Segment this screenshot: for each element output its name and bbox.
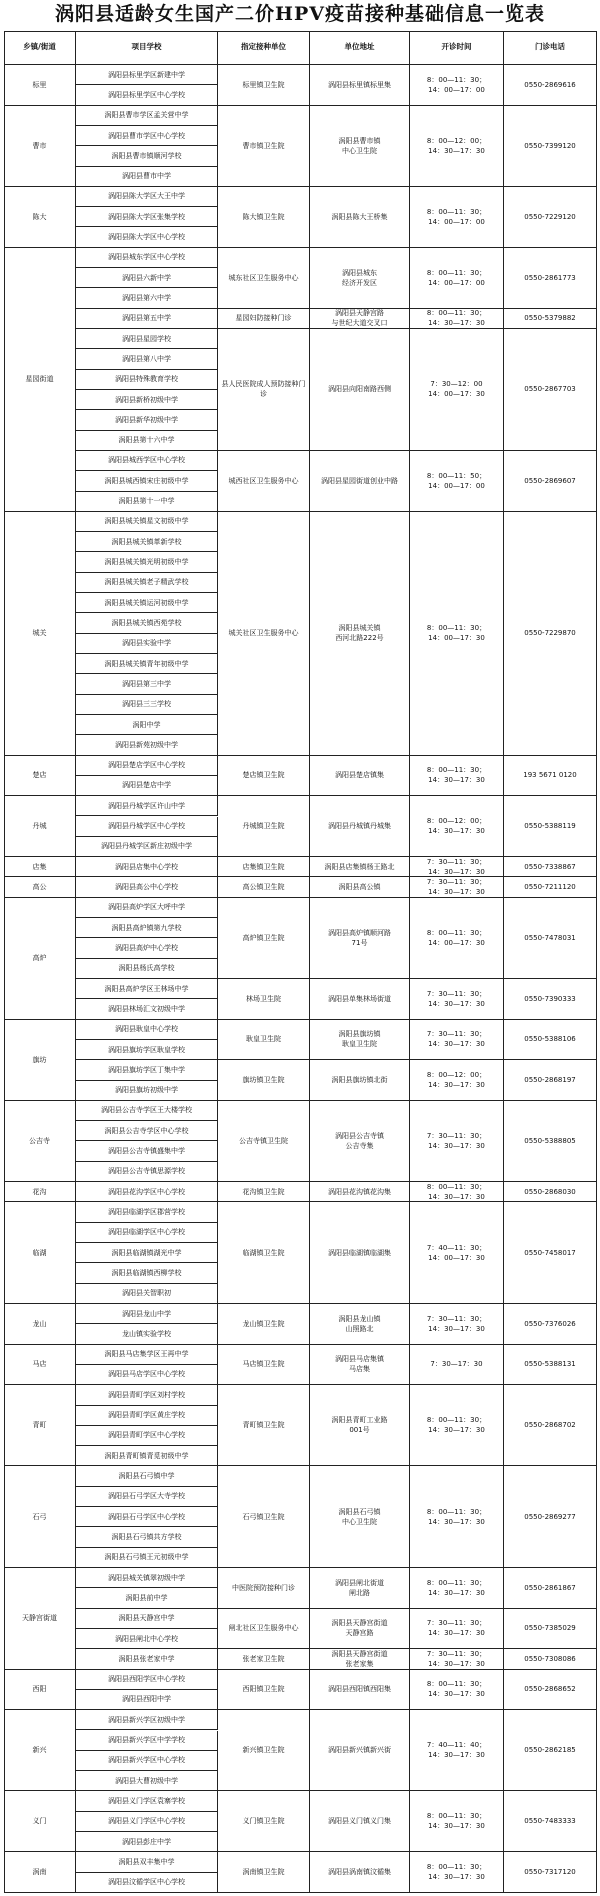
school-cell: 涡阳县石弓镇共方学校	[76, 1527, 218, 1547]
school-cell: 涡阳县城关镇西苑学校	[76, 613, 218, 633]
school-cell: 涡阳县关智职初	[76, 1284, 218, 1304]
unit-cell: 耿皇卫生院	[218, 1020, 310, 1061]
unit-cell: 标里镇卫生院	[218, 65, 310, 106]
unit-cell: 店集镇卫生院	[218, 857, 310, 877]
school-cell: 涡阳县新苑初级中学	[76, 735, 218, 755]
hours-cell: 8：00—11：30； 14：00—17：00	[410, 187, 504, 248]
unit-cell: 涡南镇卫生院	[218, 1852, 310, 1893]
address-cell: 涡阳县高炉镇顺河路 71号	[310, 898, 410, 979]
school-cell: 涡阳县青町镇青觅初级中学	[76, 1446, 218, 1466]
address-cell: 涡阳县西阳镇西阳集	[310, 1670, 410, 1711]
school-cell: 涡阳县丹城学区中心学校	[76, 817, 218, 837]
town-cell: 涡南	[4, 1852, 76, 1893]
unit-cell: 楚店镇卫生院	[218, 756, 310, 797]
school-cell: 涡阳县丹城学区许山中学	[76, 796, 218, 816]
phone-cell: 193 5671 0120	[504, 756, 597, 797]
school-cell: 涡阳县石弓学区大寺学校	[76, 1487, 218, 1507]
phone-cell: 0550-2869607	[504, 451, 597, 512]
school-cell: 涡阳县第八中学	[76, 349, 218, 369]
school-cell: 涡阳县城东学区中心学校	[76, 248, 218, 268]
school-cell: 涡阳县丹城学区新庄初级中学	[76, 837, 218, 857]
school-cell: 涡阳县六新中学	[76, 268, 218, 288]
hours-cell: 8：00—12：00； 14：30—17：30	[410, 106, 504, 187]
school-cell: 涡阳县天静宫中学	[76, 1609, 218, 1629]
hours-cell: 7：30—11：30； 14：30—17：30	[410, 1649, 504, 1669]
unit-cell: 西阳镇卫生院	[218, 1670, 310, 1711]
school-cell: 涡阳县闸北中心学校	[76, 1629, 218, 1649]
address-cell: 涡阳县天静宫路 与世纪大道交叉口	[310, 309, 410, 329]
unit-cell: 旗坊镇卫生院	[218, 1060, 310, 1101]
header-cell: 项目学校	[76, 31, 218, 65]
phone-cell: 0550-7458017	[504, 1202, 597, 1304]
town-cell: 公吉寺	[4, 1101, 76, 1182]
phone-cell: 0550-2868030	[504, 1182, 597, 1202]
school-cell: 涡阳县新华初级中学	[76, 410, 218, 430]
school-cell: 涡阳县大曹初级中学	[76, 1771, 218, 1791]
school-cell: 涡阳县城关镇星文初级中学	[76, 512, 218, 532]
town-cell: 石弓	[4, 1466, 76, 1568]
school-cell: 涡阳县店集中心学校	[76, 857, 218, 877]
town-cell: 标里	[4, 65, 76, 106]
hours-cell: 8：00—11：30； 14：30—17：30	[410, 1791, 504, 1852]
address-cell: 涡阳县楚店镇集	[310, 756, 410, 797]
phone-cell: 0550-7338867	[504, 857, 597, 877]
school-cell: 涡阳县城西学区中心学校	[76, 451, 218, 471]
school-cell: 涡阳县城关镇运河初级中学	[76, 593, 218, 613]
school-cell: 涡阳县青町学区黄庄学校	[76, 1406, 218, 1426]
address-cell: 涡阳县马店集镇 马店集	[310, 1345, 410, 1386]
hours-cell: 8：00—11：30； 14：30—17：30	[410, 1385, 504, 1466]
header-cell: 门诊电话	[504, 31, 597, 65]
school-cell: 涡阳县石弓镇中学	[76, 1466, 218, 1486]
address-cell: 涡阳县店集镇杨王路北	[310, 857, 410, 877]
unit-cell: 城西社区卫生服务中心	[218, 451, 310, 512]
school-cell: 涡阳县曹市镇顺河学校	[76, 146, 218, 166]
hours-cell: 8：00—11：30； 14：30—17：30	[410, 1670, 504, 1711]
phone-cell: 0550-7317120	[504, 1852, 597, 1893]
school-cell: 涡阳县公吉寺学区中心学校	[76, 1121, 218, 1141]
hours-cell: 8：00—11：30； 14：30—17：30	[410, 1182, 504, 1202]
phone-cell: 0550-5388805	[504, 1101, 597, 1182]
school-cell: 涡阳县楚店学区中心学校	[76, 756, 218, 776]
town-cell: 星园街道	[4, 248, 76, 512]
phone-cell: 0550-7229120	[504, 187, 597, 248]
hours-cell: 8：00—11：30； 14：00—17：00	[410, 248, 504, 309]
school-cell: 涡阳县义门学区袁寨学校	[76, 1791, 218, 1811]
unit-cell: 石弓镇卫生院	[218, 1466, 310, 1568]
school-cell: 涡阳县新兴学区中心学校	[76, 1751, 218, 1771]
address-cell: 涡阳县单集林场街道	[310, 979, 410, 1020]
phone-cell: 0550-5379882	[504, 309, 597, 329]
school-cell: 涡阳县城关镇青年初级中学	[76, 654, 218, 674]
school-cell: 涡阳县花沟学区中心学校	[76, 1182, 218, 1202]
school-cell: 涡阳县曹市学区中心学校	[76, 126, 218, 146]
school-cell: 涡阳县三三学校	[76, 695, 218, 715]
address-cell: 涡阳县涡南镇汶循集	[310, 1852, 410, 1893]
school-cell: 涡阳县耿皇中心学校	[76, 1020, 218, 1040]
school-cell: 涡阳县前中学	[76, 1588, 218, 1608]
school-cell: 涡阳县旗坊学区耿皇学校	[76, 1040, 218, 1060]
school-cell: 涡阳县公吉寺镇思源学校	[76, 1162, 218, 1182]
school-cell: 涡阳县公吉寺学区王大楼学校	[76, 1101, 218, 1121]
address-cell: 涡阳县天静宫街道 天静宫路	[310, 1609, 410, 1650]
town-cell: 曹市	[4, 106, 76, 187]
phone-cell: 0550-5388106	[504, 1020, 597, 1061]
hours-cell: 7：30—11：30； 14：30—17：30	[410, 1304, 504, 1345]
phone-cell: 0550-7478031	[504, 898, 597, 979]
town-cell: 陈大	[4, 187, 76, 248]
school-cell: 涡阳县旗坊初级中学	[76, 1081, 218, 1101]
town-cell: 楚店	[4, 756, 76, 797]
school-cell: 涡阳县临湖镇西柳学校	[76, 1263, 218, 1283]
header-cell: 单位地址	[310, 31, 410, 65]
school-cell: 涡阳县楚店中学	[76, 776, 218, 796]
school-cell: 涡阳县杨氏高学校	[76, 959, 218, 979]
unit-cell: 林场卫生院	[218, 979, 310, 1020]
address-cell: 涡阳县石弓镇 中心卫生院	[310, 1466, 410, 1568]
school-cell: 涡阳县城关镇老子精武学校	[76, 573, 218, 593]
unit-cell: 县人民医院成人预防接种门诊	[218, 329, 310, 451]
phone-cell: 0550-7399120	[504, 106, 597, 187]
school-cell: 涡阳县新桥初级中学	[76, 390, 218, 410]
unit-cell: 中医院预防接种门诊	[218, 1568, 310, 1609]
hours-cell: 7：30—17：30	[410, 1345, 504, 1386]
phone-cell: 0550-2862185	[504, 1710, 597, 1791]
unit-cell: 龙山镇卫生院	[218, 1304, 310, 1345]
unit-cell: 高炉镇卫生院	[218, 898, 310, 979]
school-cell: 涡阳县临湖镇湖光中学	[76, 1243, 218, 1263]
header-cell: 开诊时间	[410, 31, 504, 65]
school-cell: 涡阳县高炉镇第九学校	[76, 918, 218, 938]
phone-cell: 0550-7390333	[504, 979, 597, 1020]
school-cell: 涡阳县陈大学区中心学校	[76, 227, 218, 247]
school-cell: 涡阳县曹市学区孟关营中学	[76, 106, 218, 126]
unit-cell: 马店镇卫生院	[218, 1345, 310, 1386]
town-cell: 店集	[4, 857, 76, 877]
phone-cell: 0550-2868197	[504, 1060, 597, 1101]
unit-cell: 公吉寺镇卫生院	[218, 1101, 310, 1182]
town-cell: 高炉	[4, 898, 76, 1020]
school-cell: 涡阳县西阳学区中心学校	[76, 1670, 218, 1690]
address-cell: 涡阳县向阳南路西侧	[310, 329, 410, 451]
phone-cell: 0550-7211120	[504, 877, 597, 897]
town-cell: 新兴	[4, 1710, 76, 1791]
school-cell: 涡阳县城关镇翠初级中学	[76, 1568, 218, 1588]
school-cell: 涡阳县青町学区中心学校	[76, 1426, 218, 1446]
school-cell: 涡阳县标里学区新建中学	[76, 65, 218, 85]
unit-cell: 张老家卫生院	[218, 1649, 310, 1669]
school-cell: 涡阳县第三中学	[76, 674, 218, 694]
hours-cell: 8：00—11：50； 14：00—17：00	[410, 451, 504, 512]
hours-cell: 8：00—11：30； 14：30—17：30	[410, 309, 504, 329]
school-cell: 涡阳县马店集学区王再中学	[76, 1345, 218, 1365]
unit-cell: 花沟镇卫生院	[218, 1182, 310, 1202]
hours-cell: 8：00—11：30； 14：30—17：30	[410, 1852, 504, 1893]
unit-cell: 高公镇卫生院	[218, 877, 310, 897]
hours-cell: 8：00—11：30； 14：30—17：30	[410, 756, 504, 797]
address-cell: 涡阳县丹城镇丹城集	[310, 796, 410, 857]
address-cell: 涡阳县新兴镇新兴街	[310, 1710, 410, 1791]
phone-cell: 0550-7376026	[504, 1304, 597, 1345]
address-cell: 涡阳县高公镇	[310, 877, 410, 897]
school-cell: 涡阳县义门学区中心学校	[76, 1812, 218, 1832]
unit-cell: 陈大镇卫生院	[218, 187, 310, 248]
unit-cell: 新兴镇卫生院	[218, 1710, 310, 1791]
school-cell: 涡阳县星园学校	[76, 329, 218, 349]
school-cell: 涡阳县第十一中学	[76, 492, 218, 512]
school-cell: 涡阳县龙山中学	[76, 1304, 218, 1324]
school-cell: 涡阳县彭庄中学	[76, 1832, 218, 1852]
school-cell: 涡阳县旗坊学区丁集中学	[76, 1060, 218, 1080]
school-cell: 涡阳县高炉学区大呼中学	[76, 898, 218, 918]
phone-cell: 0550-7385029	[504, 1609, 597, 1650]
phone-cell: 0550-2868652	[504, 1670, 597, 1711]
phone-cell: 0550-2861773	[504, 248, 597, 309]
hours-cell: 8：00—11：30； 14：30—17：30	[410, 1466, 504, 1568]
school-cell: 涡阳县实验中学	[76, 634, 218, 654]
town-cell: 马店	[4, 1345, 76, 1386]
school-cell: 涡阳县陈大学区大王中学	[76, 187, 218, 207]
page-title: 涡阳县适龄女生国产二价HPV疫苗接种基础信息一览表	[55, 3, 545, 25]
unit-cell: 曹市镇卫生院	[218, 106, 310, 187]
hours-cell: 7：30—11：30； 14：30—17：30	[410, 1101, 504, 1182]
school-cell: 龙山镇实验学校	[76, 1324, 218, 1344]
school-cell: 涡阳县临湖学区郡营学校	[76, 1202, 218, 1222]
school-cell: 涡阳县新兴学区中学学校	[76, 1731, 218, 1751]
phone-cell: 0550-2869616	[504, 65, 597, 106]
school-cell: 涡阳县张老家中学	[76, 1649, 218, 1669]
town-cell: 义门	[4, 1791, 76, 1852]
address-cell: 涡阳县闸北街道 闸北路	[310, 1568, 410, 1609]
hours-cell: 7：40—11：40； 14：30—17：30	[410, 1710, 504, 1791]
address-cell: 涡阳县临湖镇临湖集	[310, 1202, 410, 1304]
hours-cell: 7：30—12：00 14：00—17：30	[410, 329, 504, 451]
info-table	[4, 31, 597, 1893]
address-cell: 涡阳县天静宫街道 张老家集	[310, 1649, 410, 1669]
school-cell: 涡阳县林场汇文初级中学	[76, 999, 218, 1019]
hours-cell: 7：40—11：30； 14：00—17：30	[410, 1202, 504, 1304]
town-cell: 天静宫街道	[4, 1568, 76, 1670]
address-cell: 涡阳县青町工业路 001号	[310, 1385, 410, 1466]
school-cell: 涡阳县城关镇光明初级中学	[76, 552, 218, 572]
address-cell: 涡阳县旗坊镇北街	[310, 1060, 410, 1101]
phone-cell: 0550-2869277	[504, 1466, 597, 1568]
hours-cell: 7：30—11：30； 14：30—17：30	[410, 1020, 504, 1061]
town-cell: 青町	[4, 1385, 76, 1466]
address-cell: 涡阳县城东 经济开发区	[310, 248, 410, 309]
header-cell: 乡镇/街道	[4, 31, 76, 65]
phone-cell: 0550-5388119	[504, 796, 597, 857]
school-cell: 涡阳县新兴学区初级中学	[76, 1710, 218, 1730]
hours-cell: 8：00—11：30； 14：00—17：30	[410, 512, 504, 756]
unit-cell: 丹城镇卫生院	[218, 796, 310, 857]
unit-cell: 临湖镇卫生院	[218, 1202, 310, 1304]
hours-cell: 8：00—11：30； 14：00—17：30	[410, 898, 504, 979]
school-cell: 涡阳县马店学区中心学校	[76, 1365, 218, 1385]
address-cell: 涡阳县标里镇标里集	[310, 65, 410, 106]
hours-cell: 7：30—11：30； 14：30—17：30	[410, 979, 504, 1020]
school-cell: 涡阳县汶循学区中心学校	[76, 1873, 218, 1893]
hours-cell: 8：00—12：00； 14：30—17：30	[410, 796, 504, 857]
address-cell: 涡阳县旗坊镇 耿皇卫生院	[310, 1020, 410, 1061]
address-cell: 涡阳县曹市镇 中心卫生院	[310, 106, 410, 187]
address-cell: 涡阳县义门镇义门集	[310, 1791, 410, 1852]
school-cell: 涡阳中学	[76, 715, 218, 735]
unit-cell: 星园妇防接种门诊	[218, 309, 310, 329]
hours-cell: 7：30—11：30； 14：30—17：30	[410, 1609, 504, 1650]
school-cell: 涡阳县第五中学	[76, 309, 218, 329]
phone-cell: 0550-2867703	[504, 329, 597, 451]
school-cell: 涡阳县临湖学区中心学校	[76, 1223, 218, 1243]
address-cell: 涡阳县公吉寺镇 公吉寺集	[310, 1101, 410, 1182]
header-cell: 指定接种单位	[218, 31, 310, 65]
unit-cell: 义门镇卫生院	[218, 1791, 310, 1852]
hours-cell: 8：00—12：00； 14：30—17：30	[410, 1060, 504, 1101]
school-cell: 涡阳县石弓镇王元初级中学	[76, 1548, 218, 1568]
school-cell: 涡阳县高炉学区王林场中学	[76, 979, 218, 999]
phone-cell: 0550-7483333	[504, 1791, 597, 1852]
unit-cell: 城东社区卫生服务中心	[218, 248, 310, 309]
school-cell: 涡阳县高公中心学校	[76, 877, 218, 897]
school-cell: 涡阳县特殊教育学校	[76, 370, 218, 390]
school-cell: 涡阳县第六中学	[76, 288, 218, 308]
hours-cell: 7：30—11：30； 14：30—17：30	[410, 877, 504, 897]
school-cell: 涡阳县城西镇宋庄初级中学	[76, 471, 218, 491]
school-cell: 涡阳县公吉寺镇盛集中学	[76, 1141, 218, 1161]
address-cell: 涡阳县花沟镇花沟集	[310, 1182, 410, 1202]
school-cell: 涡阳县曹市中学	[76, 167, 218, 187]
town-cell: 西阳	[4, 1670, 76, 1711]
school-cell: 涡阳县双丰集中学	[76, 1852, 218, 1872]
address-cell: 涡阳县龙山镇 山照路北	[310, 1304, 410, 1345]
phone-cell: 0550-7308086	[504, 1649, 597, 1669]
school-cell: 涡阳县陈大学区张集学校	[76, 207, 218, 227]
address-cell: 涡阳县城关镇 西河北路222号	[310, 512, 410, 756]
town-cell: 城关	[4, 512, 76, 756]
town-cell: 临湖	[4, 1202, 76, 1304]
town-cell: 龙山	[4, 1304, 76, 1345]
town-cell: 旗坊	[4, 1020, 76, 1101]
phone-cell: 0550-7229870	[504, 512, 597, 756]
school-cell: 涡阳县高炉中心学校	[76, 938, 218, 958]
town-cell: 花沟	[4, 1182, 76, 1202]
school-cell: 涡阳县青町学区刘村学校	[76, 1385, 218, 1405]
phone-cell: 0550-5388131	[504, 1345, 597, 1386]
unit-cell: 城关社区卫生服务中心	[218, 512, 310, 756]
unit-cell: 青町镇卫生院	[218, 1385, 310, 1466]
address-cell: 涡阳县星园街道创业中路	[310, 451, 410, 512]
school-cell: 涡阳县西阳中学	[76, 1690, 218, 1710]
hours-cell: 8：00—11：30； 14：00—17：00	[410, 65, 504, 106]
town-cell: 丹城	[4, 796, 76, 857]
hours-cell: 8：00—11：30； 14：30—17：30	[410, 1568, 504, 1609]
school-cell: 涡阳县第十六中学	[76, 431, 218, 451]
school-cell: 涡阳县石弓学区中心学校	[76, 1507, 218, 1527]
town-cell: 高公	[4, 877, 76, 897]
unit-cell: 闸北社区卫生服务中心	[218, 1609, 310, 1650]
phone-cell: 0550-2861867	[504, 1568, 597, 1609]
school-cell: 涡阳县城关镇革新学校	[76, 532, 218, 552]
phone-cell: 0550-2868702	[504, 1385, 597, 1466]
hours-cell: 7：30—11：30； 14：30—17：30	[410, 857, 504, 877]
address-cell: 涡阳县陈大王桥集	[310, 187, 410, 248]
school-cell: 涡阳县标里学区中心学校	[76, 85, 218, 105]
